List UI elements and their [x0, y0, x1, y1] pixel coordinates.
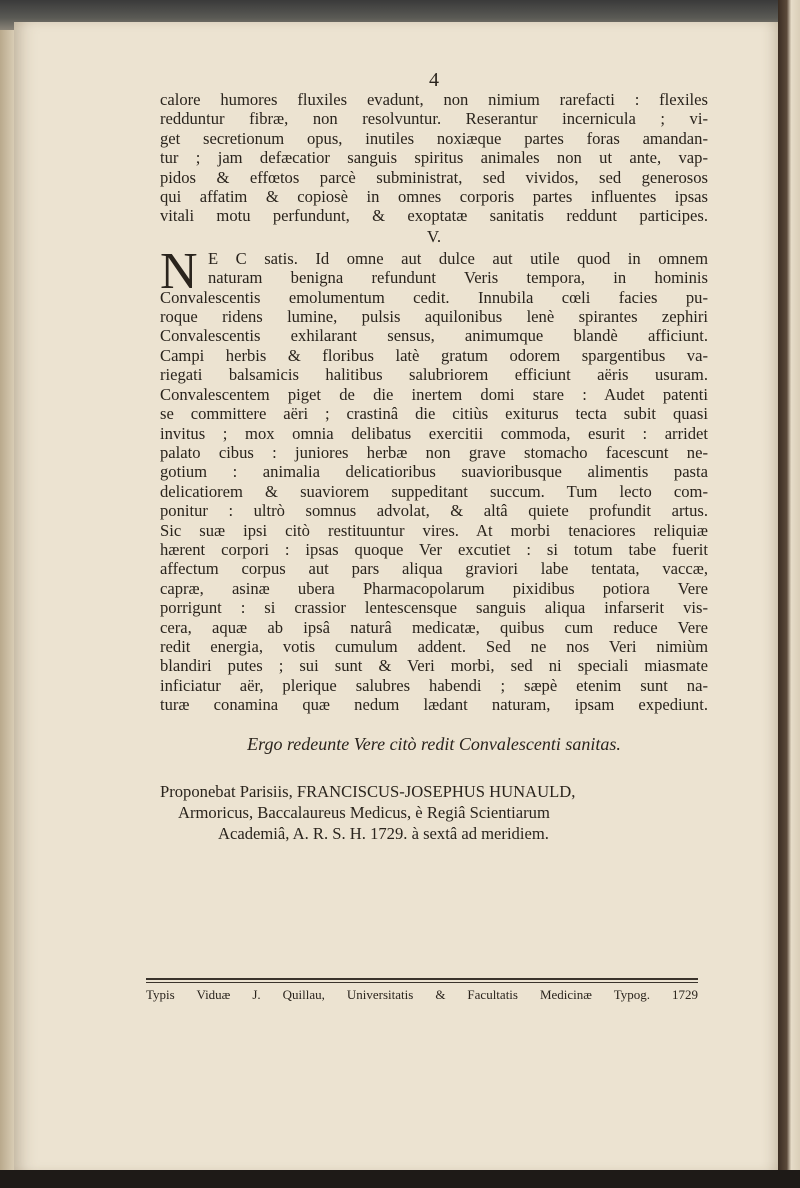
- text-line: affectum corpus aut pars aliqua graviori labe tentata, vaccæ,: [160, 559, 708, 579]
- footer-rule-thin: [146, 982, 698, 983]
- text-line: qui affatim & copiosè in omnes corporis partes influentes ipsas: [160, 187, 708, 207]
- text-line: naturam benigna refundunt Veris tempora, in hominis: [208, 268, 708, 288]
- text-line: E C satis. Id omne aut dulce aut utile quod in omnem: [208, 248, 708, 268]
- text-line: Convalescentem piget de die inertem domi stare : Audet patenti: [160, 384, 708, 404]
- text-line: roque ridens lumine, pulsis aquilonibus lenè spirantes zephiri: [160, 307, 708, 327]
- text-line: ponitur : ultrò somnus advolat, & altâ quiete profundit artus.: [160, 501, 708, 521]
- text-line: hærent corpori : ipsas quoque Ver excutiet : si totum tabe fuerit: [160, 539, 708, 559]
- text-line: riegati balsamicis halitibus salubriorem efficiunt aëris usuram.: [160, 365, 708, 385]
- text-line: delicatiorem & suaviorem suppeditant succum. Tum lecto com-: [160, 481, 708, 501]
- text-line: Convalescentis emolumentum cedit. Innubila cœli facies pu-: [160, 287, 708, 307]
- text-line: turæ conamina quæ nedum lædant naturam, ipsam expediunt.: [160, 695, 708, 715]
- scan-bottom-edge: [0, 1170, 800, 1188]
- text-line: calore humores fluxiles evadunt, non nimium rarefacti : flexiles: [160, 90, 708, 109]
- book-spine-edge: [778, 0, 800, 1188]
- text-line: Sic suæ ipsi citò restituuntur vires. At morbi tenaciores reliquiæ: [160, 520, 708, 540]
- text-line: porrigunt : si crassior lentescensque sanguis aliqua infarserit vis-: [160, 598, 708, 618]
- text-line: cera, aquæ ab ipsâ naturâ medicatæ, quibus cum reduce Vere: [160, 617, 708, 637]
- text-line: palato cibus : juniores herbæ non grave stomacho facescunt ne-: [160, 442, 708, 462]
- paragraph-section-v: [160, 242, 708, 715]
- text-line: gotium : animalia delicatioribus suavioribusque alimentis pasta: [160, 462, 708, 482]
- text-line: vitali motu perfundunt, & exoptatæ sanitatis reddunt participes.: [160, 206, 708, 226]
- drop-cap: N: [160, 242, 198, 300]
- text-line: get secretionum opus, inutiles noxiæque partes foras amandan-: [160, 128, 708, 148]
- page-left-edge: [0, 30, 14, 1188]
- page-number: 4: [429, 69, 439, 91]
- text-line: invitus ; mox omnia delibatus exercitii commoda, esurit : arridet: [160, 423, 708, 443]
- text-line: pidos & effœtos parcè subministrat, sed vividos, sed generosos: [160, 167, 708, 187]
- printer-imprint: Typis Viduæ J. Quillau, Universitatis & Facultatis Medicinæ Typog. 1729: [146, 987, 698, 1002]
- text-line: Campi herbis & floribus latè gratum odorem spargentibus va-: [160, 345, 708, 365]
- text-line: capræ, asinæ ubera Pharmacopolarum pixidibus potiora Vere: [160, 578, 708, 598]
- text-line: tur ; jam defæcatior sanguis spiritus animales non ut ante, vap-: [160, 148, 708, 168]
- text-line: blandiri putes ; sui sunt & Veri morbi, sed ni speciali miasmate: [160, 656, 708, 676]
- footer-rule: [146, 978, 698, 980]
- section-heading: V.: [426, 226, 442, 246]
- defense-line: Proponebat Parisiis, FRANCISCUS-JOSEPHUS HUNAULD,: [160, 781, 576, 801]
- text-line: Convalescentis exhilarant sensus, animumque blandè afficiunt.: [160, 326, 708, 346]
- text-line: se committere aëri ; crastinâ die citiùs exiturus tecta subit quasi: [160, 404, 708, 424]
- defense-line: Academiâ, A. R. S. H. 1729. à sextâ ad meridiem.: [218, 823, 549, 843]
- defense-line: Armoricus, Baccalaureus Medicus, è Regiâ Scientiarum: [178, 802, 550, 822]
- text-line: redduntur fibræ, non resolvuntur. Reserantur incernicula ; vi-: [160, 109, 708, 129]
- text-block: [160, 70, 708, 844]
- defense-statement: [160, 781, 708, 844]
- text-line: redit energia, votis cumulum addent. Sed ne nos Veri nimiùm: [160, 636, 708, 656]
- paragraph-continued: [160, 90, 708, 226]
- conclusion-thesis: Ergo redeunte Vere citò redit Convalescenti sanitas.: [247, 733, 621, 754]
- text-line: inficiatur aër, plerique salubres habendi ; sæpè etenim sunt na-: [160, 675, 708, 695]
